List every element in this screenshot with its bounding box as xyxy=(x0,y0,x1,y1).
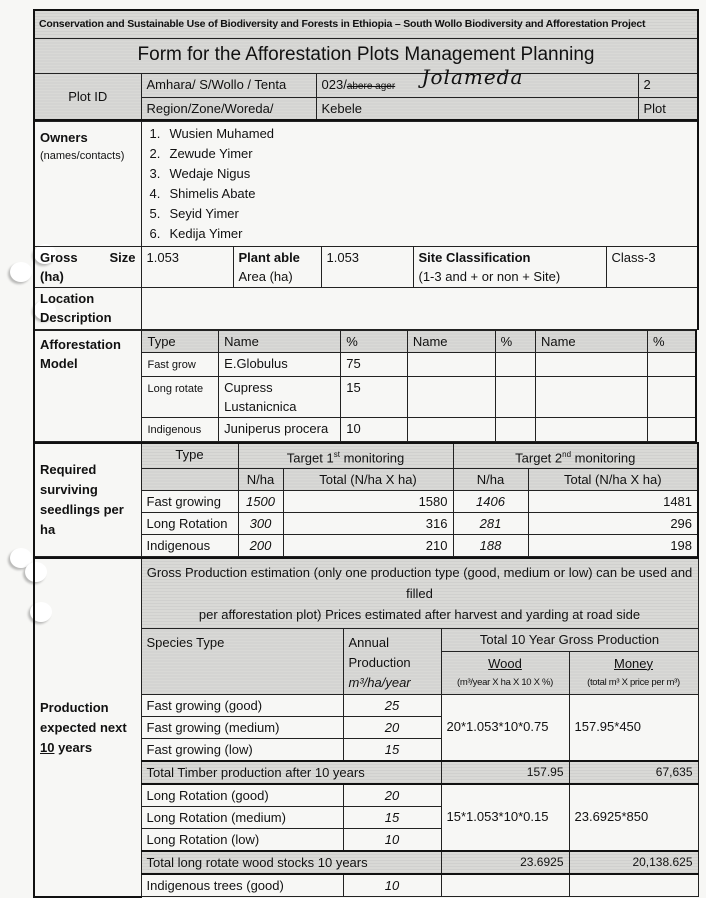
required-seedlings xyxy=(33,442,699,557)
plantable-label: Plant able Area (ha) xyxy=(233,247,321,288)
owner-item: 2. Zewude Yimer xyxy=(149,146,253,161)
production-row: Long Rotation (good) 20 15*1.053*10*0.15 23.6925*850 xyxy=(34,784,698,807)
owners-label-cell xyxy=(34,122,141,247)
kebele-prefix: 023/ xyxy=(321,77,347,92)
afforestation-model xyxy=(33,330,697,442)
aff-header-pct-3: % xyxy=(647,331,696,353)
seedlings-row: Long Rotation 300 316 281 296 xyxy=(34,513,698,535)
afforestation-form xyxy=(33,9,697,898)
fast-wood-formula: 20*1.053*10*0.75 xyxy=(441,695,569,762)
plot-number: 2 xyxy=(638,74,698,98)
aff-header-pct: % xyxy=(341,331,408,353)
total-header-1: Total (N/ha X ha) xyxy=(283,469,453,491)
owner-item: 5. Seyid Yimer xyxy=(149,206,239,221)
target2-header: Target 2nd monitoring xyxy=(453,443,698,469)
production-table xyxy=(33,557,699,898)
fast-money-formula: 157.95*450 xyxy=(569,695,698,762)
annual-production-header: Annual Production m³/ha/year xyxy=(343,629,441,695)
region-label: Region/Zone/Woreda/ xyxy=(141,98,316,121)
afforestation-label: Afforestation Model xyxy=(34,331,142,442)
owners-list xyxy=(141,122,698,247)
total-long-rotate-row: Total long rotate wood stocks 10 years 23.6925 20,138.625 xyxy=(34,851,698,874)
gross-size-value: 1.053 xyxy=(141,247,233,288)
production-row: Long Rotation (low) 10 xyxy=(34,829,698,852)
plot-id-label: Plot ID xyxy=(34,74,141,121)
aff-row: Long rotate Cupress Lustanicnica 15 xyxy=(34,377,696,418)
production-label: Production expected next 10 years xyxy=(34,558,141,897)
production-row: Fast growing (medium) 20 xyxy=(34,717,698,739)
kebele-label: Kebele xyxy=(316,98,638,121)
aff-header-type: Type xyxy=(142,331,219,353)
total-10yr-header: Total 10 Year Gross Production xyxy=(441,629,698,651)
production-row: Long Rotation (medium) 15 xyxy=(34,807,698,829)
form-header xyxy=(33,9,699,121)
long-money-formula: 23.6925*850 xyxy=(569,784,698,851)
site-classification-value: Class-3 xyxy=(606,247,698,288)
owner-item: 4. Shimelis Abate xyxy=(149,186,256,201)
region-value: Amhara/ S/Wollo / Tenta xyxy=(141,74,316,98)
location-label: Location Description xyxy=(34,288,141,330)
total-timber-row: Total Timber production after 10 years 157.95 67,635 xyxy=(34,761,698,784)
seedlings-label: Required surviving seedlings per ha xyxy=(34,443,141,557)
production-row: Fast growing (low) 15 xyxy=(34,739,698,762)
production-row: Indigenous trees (good) 10 xyxy=(34,874,698,897)
aff-header-name-2: Name xyxy=(407,331,495,353)
owner-item: 6. Kedija Yimer xyxy=(149,226,243,241)
punch-hole xyxy=(10,262,32,282)
target1-header: Target 1st monitoring xyxy=(238,443,453,469)
plot-label: Plot xyxy=(638,98,698,121)
species-type-header: Species Type xyxy=(141,629,343,695)
production-row: Fast growing (good) 25 20*1.053*10*0.75 157.95*450 xyxy=(34,695,698,717)
nha-header-1: N/ha xyxy=(238,469,283,491)
plantable-value: 1.053 xyxy=(321,247,413,288)
kebele-handwritten: Jolameda xyxy=(421,65,524,89)
aff-header-name: Name xyxy=(219,331,341,353)
seedlings-header-type: Type xyxy=(141,443,238,469)
kebele-value xyxy=(316,65,638,98)
plot-info xyxy=(33,121,699,330)
location-value xyxy=(141,288,698,330)
production-note: Gross Production estimation (only one production type (good, medium or low) can be used and filled per afforestation plot) Prices estimated after harvest and yarding at road side xyxy=(141,558,698,629)
total-header-2: Total (N/ha X ha) xyxy=(528,469,698,491)
owner-item: 1. Wusien Muhamed xyxy=(149,126,275,141)
owner-item: 3. Wedaje Nigus xyxy=(149,166,251,181)
project-title: Conservation and Sustainable Use of Biodiversity and Forests in Ethiopia – South Wollo Biodiversity and Afforestation Project xyxy=(34,10,698,39)
gross-size-label: Gross Size (ha) xyxy=(34,247,141,288)
long-wood-formula: 15*1.053*10*0.15 xyxy=(441,784,569,851)
wood-header: Wood (m³/year X ha X 10 X %) xyxy=(441,651,569,695)
money-header: Money (total m³ X price per m³) xyxy=(569,651,698,695)
aff-header-name-3: Name xyxy=(535,331,647,353)
seedlings-row: Indigenous 200 210 188 198 xyxy=(34,535,698,557)
owners-label: Owners xyxy=(40,130,88,145)
aff-header-pct-2: % xyxy=(495,331,535,353)
kebele-struck-text: abere ager xyxy=(346,81,396,92)
nha-header-2: N/ha xyxy=(453,469,528,491)
aff-row: Fast grow E.Globulus 75 xyxy=(34,353,696,377)
form-title: Form for the Afforestation Plots Management Planning xyxy=(34,39,698,74)
owners-sublabel: (names/contacts) xyxy=(40,150,125,162)
aff-row: Indigenous Juniperus procera 10 xyxy=(34,418,696,442)
seedlings-row: Fast growing 1500 1580 1406 1481 xyxy=(34,491,698,513)
site-classification-label: Site Classification (1-3 and + or non + Site) xyxy=(413,247,606,288)
